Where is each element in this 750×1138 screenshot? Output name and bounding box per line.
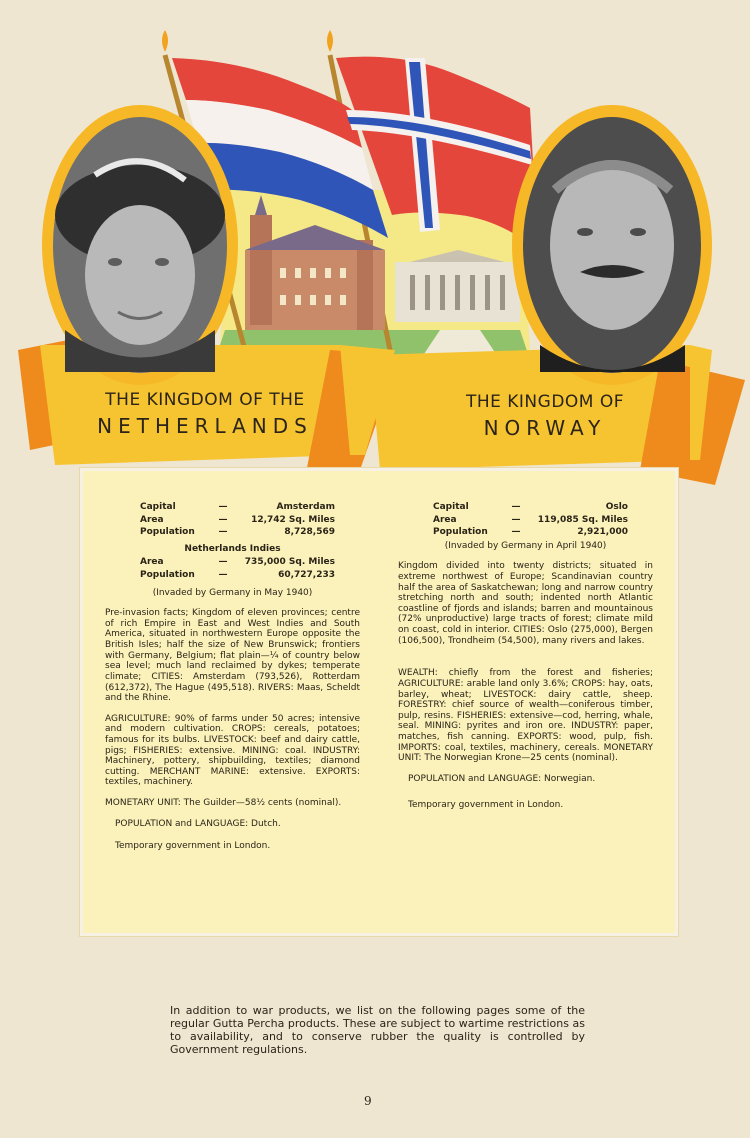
- fact-row-area: [105, 514, 360, 527]
- netherlands-banner-title: [70, 390, 340, 438]
- page-number: 9: [364, 1094, 372, 1108]
- fact-row-capital: [105, 501, 360, 514]
- norway-description-paragraph: Kingdom divided into twenty districts; situated in extreme northwest of Europe; Scandinavian country half the area of Saskatchewan; long and narrow country stretching north and south; indented north Atlantic coastline of fjords and islands; barren and mountainous (72% unproductive) large tracts of forest; climate mild on coast, cold in interior. CITIES: Oslo (275,000), Bergen (106,500), Trondheim (54,500), many rivers and lakes.: [398, 561, 653, 646]
- fact-dash: —: [218, 502, 228, 512]
- fact-label: Population: [140, 527, 195, 538]
- norway-invaded-note: (Invaded by Germany in April 1940): [444, 540, 607, 551]
- fact-label: Area: [433, 514, 457, 525]
- norway-facts-table: [398, 501, 653, 539]
- netherlands-invaded-note: (Invaded by Germany in May 1940): [152, 587, 313, 598]
- queen-wilhelmina-portrait: [42, 105, 238, 385]
- netherlands-column: [105, 501, 360, 864]
- fact-dash: —: [511, 527, 521, 538]
- fact-row-population: [398, 526, 653, 539]
- fact-dash: —: [218, 514, 228, 525]
- fact-dash: —: [218, 527, 228, 538]
- fact-label: Area: [140, 514, 164, 525]
- netherlands-pre-invasion-paragraph: Pre-invasion facts; Kingdom of eleven provinces; centre of rich Empire in East and West Indies and South America, situated in northwestern Europe opposite the British Isles; half the size of New Brunswick; frontiers with Germany, Belgium; flat plain—¼ of country below sea level; much land reclaimed by dykes; temperate climate; CITIES: Amsterdam (793,526), Rotterdam (612,372), The Hague (495,518). RIVERS: Maas, Scheldt and the Rhine.: [105, 608, 360, 704]
- footer-paragraph: In addition to war products, we list on the following pages some of the regular Gutta Percha products. These are subject to wartime restrictions as to availability, and to conserve rubber the quality is controlled by Government regulations.: [170, 1004, 585, 1056]
- fact-value: 2,921,000: [577, 527, 628, 538]
- norway-government: Temporary government in London.: [408, 800, 564, 811]
- fact-row-area: [105, 556, 360, 569]
- fact-row-area: [398, 514, 653, 527]
- fact-dash: —: [511, 514, 521, 525]
- indies-heading: Netherlands Indies: [184, 543, 281, 554]
- fact-label: Population: [140, 570, 195, 581]
- fact-value: 8,728,569: [284, 527, 335, 538]
- netherlands-title-line1: THE KINGDOM OF THE: [105, 390, 305, 410]
- fact-value: Amsterdam: [276, 502, 335, 512]
- norway-population-language: POPULATION and LANGUAGE: Norwegian.: [408, 773, 596, 784]
- fact-row-population: [105, 526, 360, 539]
- pole-finial-right: [327, 30, 333, 52]
- netherlands-government: Temporary government in London.: [115, 841, 271, 852]
- fact-value: 12,742 Sq. Miles: [251, 514, 335, 525]
- netherlands-agriculture-paragraph: AGRICULTURE: 90% of farms under 50 acres; intensive and modern cultivation. CROPS: cereals, potatoes; famous for its bulbs. LIVESTOCK: beef and dairy cattle, pigs; FISHERIES: extensive. MINING: coal. INDUSTRY: Machinery, pottery, shipbuilding, textiles; diamond cutting. MERCHANT MARINE: extensive. EXPORTS: textiles, machinery.: [105, 713, 360, 788]
- fact-dash: —: [218, 570, 228, 581]
- norway-wealth-paragraph: WEALTH: chiefly from the forest and fisheries; AGRICULTURE: arable land only 3.6%; CROPS: hay, oats, barley, wheat; LIVESTOCK: dairy cattle, sheep. FORESTRY: chief source of wealth—coniferous timber, pulp, resins. FISHERIES: extensive—cod, herring, whale, seal. MINING: pyrites and iron ore. INDUSTRY: paper, matches, fish canning. EXPORTS: wood, pulp, fish. IMPORTS: coal, textiles, machinery, cereals. MONETARY UNIT: The Norwegian Krone—25 cents (nominal).: [398, 668, 653, 764]
- norway-banner-title: [425, 392, 665, 440]
- netherlands-monetary-paragraph: MONETARY UNIT: The Guilder—58½ cents (nominal).: [105, 798, 342, 809]
- netherlands-title-line2: NETHERLANDS: [97, 414, 313, 438]
- king-haakon-portrait: [512, 105, 712, 385]
- fact-label: Population: [433, 527, 488, 538]
- norway-column: [398, 501, 653, 823]
- fact-dash: —: [218, 557, 228, 568]
- fact-row-population: [105, 569, 360, 582]
- netherlands-population-language: POPULATION and LANGUAGE: Dutch.: [115, 818, 281, 829]
- fact-label: Capital: [140, 502, 176, 512]
- netherlands-facts-table: [105, 501, 360, 539]
- fact-dash: —: [511, 502, 521, 512]
- fact-value: 119,085 Sq. Miles: [537, 514, 628, 525]
- pole-finial-left: [162, 30, 168, 52]
- fact-value: Oslo: [605, 502, 628, 512]
- fact-value: 60,727,233: [278, 570, 335, 581]
- norway-title-line1: THE KINGDOM OF: [465, 392, 625, 412]
- fact-label: Capital: [433, 502, 469, 512]
- facts-panel: [80, 468, 678, 936]
- fact-row-capital: [398, 501, 653, 514]
- fact-label: Area: [140, 557, 164, 568]
- norway-title-line2: NORWAY: [483, 416, 607, 440]
- fact-value: 735,000 Sq. Miles: [244, 557, 335, 568]
- indies-facts-table: [105, 556, 360, 581]
